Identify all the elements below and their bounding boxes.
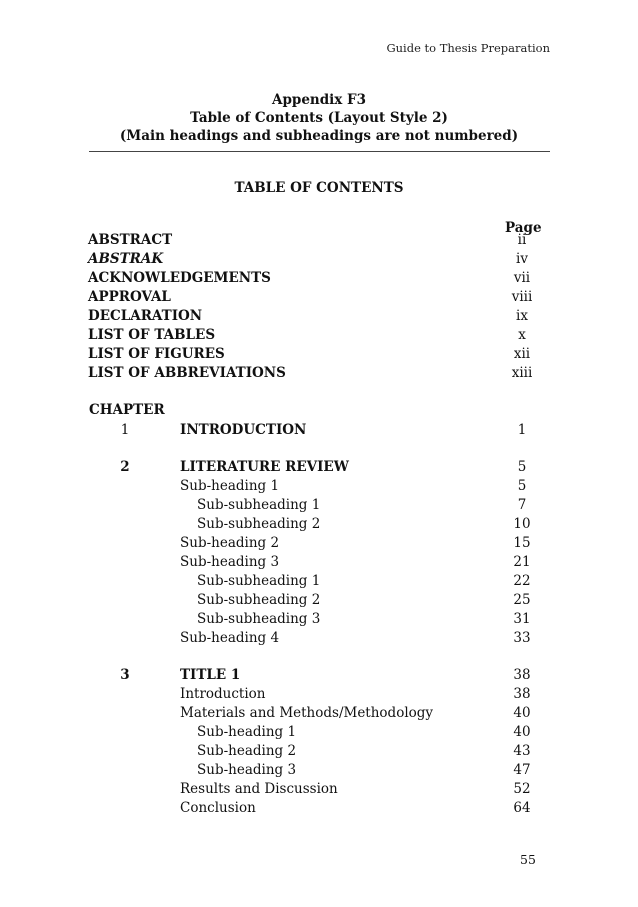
toc-entry-declaration[interactable] [0,307,638,326]
entry-page: 21 [513,554,531,570]
entry-label: Sub-heading 2 [180,535,280,551]
entry-label: LIST OF ABBREVIATIONS [88,365,286,381]
entry-label: Sub-heading 3 [197,762,297,778]
toc-entry[interactable] [0,742,638,761]
entry-label: LIST OF TABLES [88,327,216,343]
chapter-column-header: CHAPTER [89,402,165,418]
toc-chapter-1[interactable] [0,421,638,440]
entry-page: 1 [517,422,527,438]
entry-page: 5 [517,459,527,475]
entry-page: 22 [513,573,531,589]
entry-page: 25 [513,592,531,608]
entry-page: 31 [513,611,531,627]
entry-label: Sub-subheading 1 [197,497,321,513]
toc-entry-list-of-figures[interactable] [0,345,638,364]
document-title: Table of Contents (Layout Style 2) [190,110,448,126]
entry-label: Conclusion [180,800,256,816]
entry-label: APPROVAL [88,289,171,305]
entry-page: 47 [513,762,531,778]
entry-page: 40 [513,705,531,721]
toc-entry[interactable] [0,610,638,629]
entry-page: 5 [517,478,527,494]
entry-page: 40 [513,724,531,740]
toc-entry[interactable] [0,496,638,515]
entry-label: ABSTRACT [88,232,173,248]
toc-chapter-3[interactable] [0,666,638,685]
entry-label: Sub-heading 1 [197,724,297,740]
entry-page: 64 [513,800,531,816]
toc-entry-acknowledgements[interactable] [0,269,638,288]
toc-entry[interactable] [0,553,638,572]
entry-label: Sub-subheading 2 [197,592,321,608]
entry-page: 10 [513,516,531,532]
toc-entry-abstract[interactable] [0,231,638,250]
entry-page: 38 [513,667,531,683]
entry-label: ACKNOWLEDGEMENTS [88,270,271,286]
entry-label: ABSTRAK [88,251,164,267]
chapter-title: INTRODUCTION [180,422,307,438]
toc-entry[interactable] [0,723,638,742]
entry-label: Sub-heading 2 [197,743,297,759]
appendix-label: Appendix F3 [271,92,367,108]
toc-entry[interactable] [0,685,638,704]
toc-heading: TABLE OF CONTENTS [234,180,404,196]
entry-label: DECLARATION [88,308,203,324]
document-subtitle: (Main headings and subheadings are not numbered) [119,128,519,144]
entry-page: viii [511,289,533,305]
chapter-title: LITERATURE REVIEW [180,459,349,475]
toc-entry-approval[interactable] [0,288,638,307]
toc-entry[interactable] [0,761,638,780]
entry-page: xiii [511,365,533,381]
entry-page: 38 [513,686,531,702]
toc-entry[interactable] [0,799,638,818]
toc-entry[interactable] [0,477,638,496]
chapter-number: 2 [120,459,130,475]
toc-entry[interactable] [0,591,638,610]
entry-label: Sub-heading 3 [180,554,280,570]
entry-page: iv [516,251,528,267]
entry-page: vii [513,270,531,286]
entry-page: 15 [513,535,531,551]
entry-label: Materials and Methods/Methodology [180,705,434,721]
toc-entry[interactable] [0,704,638,723]
entry-page: 43 [513,743,531,759]
entry-label: LIST OF FIGURES [88,346,225,362]
toc-entry[interactable] [0,515,638,534]
chapter-number: 3 [120,667,130,683]
toc-entry-list-of-tables[interactable] [0,326,638,345]
entry-label: Sub-subheading 3 [197,611,321,627]
toc-entry[interactable] [0,534,638,553]
entry-label: Sub-subheading 2 [197,516,321,532]
running-header: Guide to Thesis Preparation [386,41,550,55]
toc-entry[interactable] [0,780,638,799]
entry-page: 33 [513,630,531,646]
entry-page: 52 [513,781,531,797]
entry-label: Sub-heading 1 [180,478,280,494]
toc-entry-list-of-abbreviations[interactable] [0,364,638,383]
chapter-number: 1 [120,422,130,438]
entry-label: Introduction [180,686,266,702]
entry-page: xii [513,346,531,362]
entry-label: Sub-heading 4 [180,630,280,646]
page-number: 55 [520,852,536,867]
toc-chapter-2[interactable] [0,458,638,477]
entry-label: Sub-subheading 1 [197,573,321,589]
toc-entry[interactable] [0,572,638,591]
entry-page: ii [517,232,527,248]
chapter-title: TITLE 1 [180,667,241,683]
toc-entry[interactable] [0,629,638,648]
page-column-header: Page [505,220,542,236]
entry-page: 7 [517,497,527,513]
entry-page: ix [516,308,528,324]
horizontal-rule [89,151,550,152]
toc-entry-abstrak[interactable] [0,250,638,269]
entry-page: x [518,327,526,343]
entry-label: Results and Discussion [180,781,338,797]
